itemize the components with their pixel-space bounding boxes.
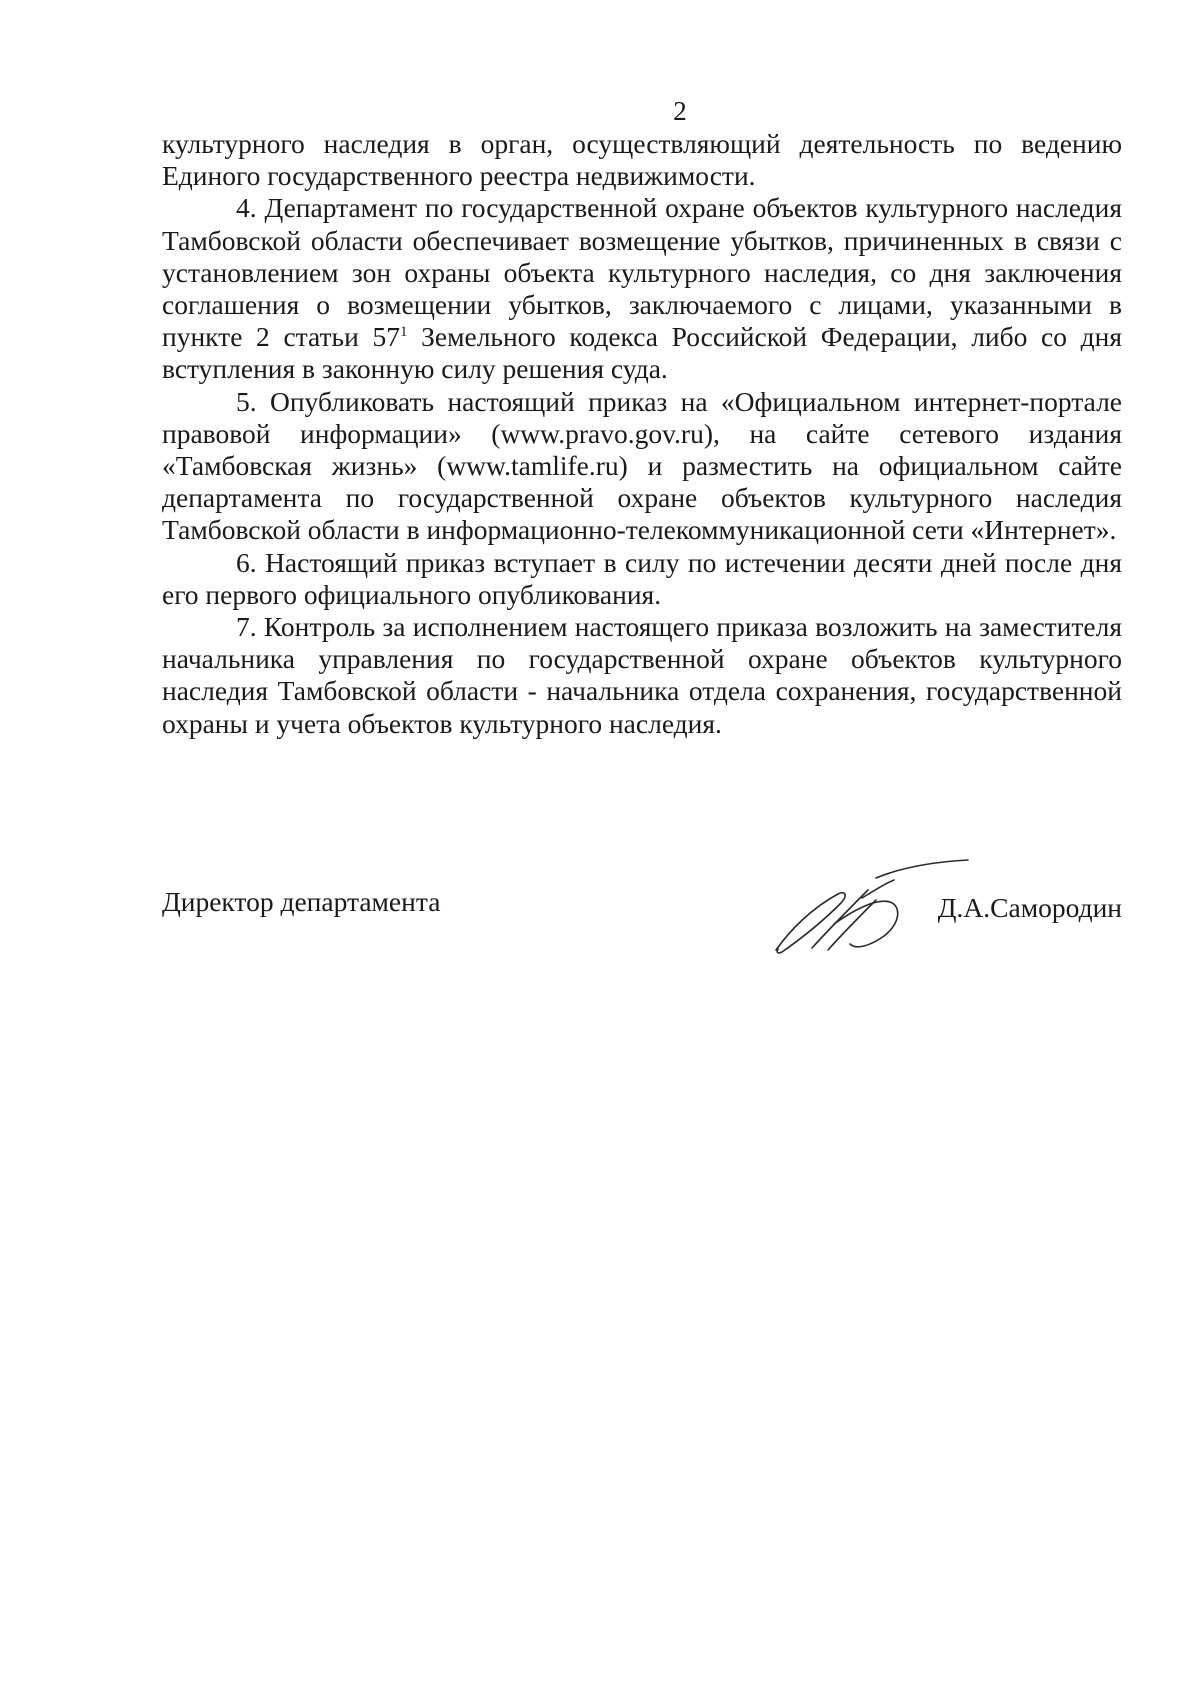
paragraph-item-4 [162,192,1122,385]
paragraph-continuation: культурного наследия в орган, осуществляющий деятельность по ведению Единого государственного реестра недвижимости. [162,128,1122,192]
signatory-name: Д.А.Самородин [937,892,1122,923]
signatory-position: Директор департамента [162,886,441,917]
paragraph-item-4-text-b: Земельного кодекса Российской Федерации, либо со дня вступления в законную силу решения суда. [162,321,1122,385]
paragraph-item-4-text-a: 4. Департамент по государственной охране объектов культурного наследия Тамбовской области обеспечивает возмещение убытков, причиненных в связи с установлением зон охраны объекта культурного наследия, со дня заключения соглашения о возмещении убытков, заключаемого с лицами, указанными в пункте 2 статьи 57 [162,192,1122,353]
paragraph-item-5: 5. Опубликовать настоящий приказ на «Официальном интернет-портале правовой информации» (www.pravo.gov.ru), на сайте сетевого издания «Тамбовская жизнь» (www.tamlife.ru) и разместить на официальном сайте департамента по государственной охране объектов культурного наследия Тамбовской области в информационно-телекоммуникационной сети «Интернет». [162,385,1122,546]
page-number: 2 [673,96,687,126]
document-body [162,128,1122,740]
signature-block [162,858,1122,968]
article-superscript: 1 [399,324,408,341]
paragraph-item-6: 6. Настоящий приказ вступает в силу по истечении десяти дней после дня его первого официального опубликования. [162,546,1122,610]
paragraph-item-7: 7. Контроль за исполнением настоящего приказа возложить на заместителя начальника управления по государственной охране объектов культурного наследия Тамбовской области - начальника отдела сохранения, государственной охраны и учета объектов культурного наследия. [162,611,1122,739]
